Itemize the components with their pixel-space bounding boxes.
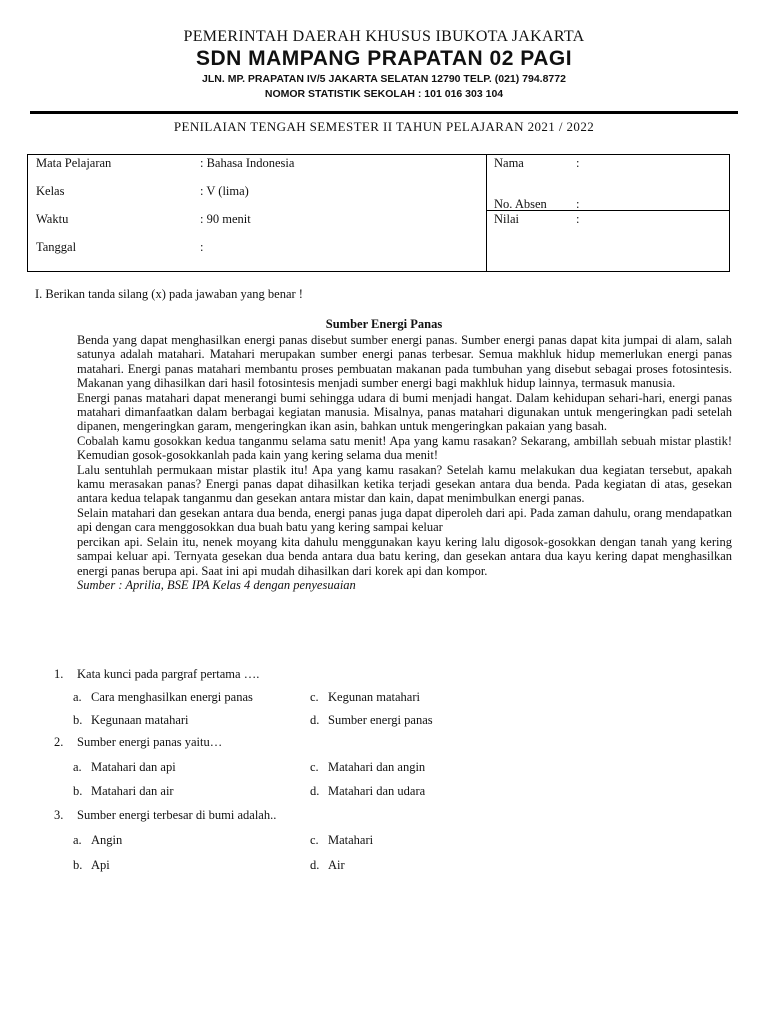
reading-paragraph: Energi panas matahari dapat menerangi bumi sehingga udara di bumi menjadi hangat. Dalam kehidupan sehari-hari, energi panas matahari dimanfaatkan dalam berbagai kegiatan manusia. Misalnya, panas matahari digunakan untuk mengeringkan padi setelah dipanen, mengeringkan garam, mengeringkan ikan asin, bahkan untuk mengeringkan pakaian yang basah. xyxy=(77,390,732,434)
name-label: Nama xyxy=(494,156,524,170)
score-value: : xyxy=(576,212,580,226)
option-text: Angin xyxy=(91,833,123,847)
question-number: 3. xyxy=(54,808,64,822)
government-name: PEMERINTAH DAERAH KHUSUS IBUKOTA JAKARTA xyxy=(183,28,585,45)
option-text: Kegunaan matahari xyxy=(91,713,189,727)
exam-title: PENILAIAN TENGAH SEMESTER II TAHUN PELAJARAN 2021 / 2022 xyxy=(173,119,595,134)
option-letter: d. xyxy=(310,858,320,872)
reading-paragraph: Selain matahari dan gesekan antara dua benda, energi panas juga dapat diperoleh dari api. Pada zaman dahulu, orang mendapatkan api dengan cara menggosokkan dua buah batu yang kering sampai keluar xyxy=(77,505,732,535)
option-text: Air xyxy=(328,858,345,872)
option-letter: c. xyxy=(310,833,319,847)
reading-title: Sumber Energi Panas xyxy=(325,317,443,331)
option-letter: c. xyxy=(310,690,319,704)
date-value: : xyxy=(200,240,204,254)
option-letter: b. xyxy=(73,784,83,798)
option-text: Matahari xyxy=(328,833,374,847)
option-letter: d. xyxy=(310,713,320,727)
reading-source: Sumber : Aprilia, BSE IPA Kelas 4 dengan penyesuaian xyxy=(77,577,356,592)
roll-number-value: : xyxy=(576,197,580,211)
question-text: Sumber energi panas yaitu… xyxy=(77,735,223,749)
option-letter: b. xyxy=(73,858,83,872)
score-label: Nilai xyxy=(494,212,519,226)
subject-value: : Bahasa Indonesia xyxy=(200,156,295,170)
option-letter: a. xyxy=(73,833,82,847)
class-value: : V (lima) xyxy=(200,184,249,198)
identity-box xyxy=(27,154,730,272)
name-value: : xyxy=(576,156,580,170)
roll-number-label: No. Absen xyxy=(494,197,547,211)
time-value: : 90 menit xyxy=(200,212,251,226)
time-label: Waktu xyxy=(36,212,69,226)
option-letter: b. xyxy=(73,713,83,727)
question-number: 1. xyxy=(54,667,64,681)
school-name: SDN MAMPANG PRAPATAN 02 PAGI xyxy=(195,47,573,70)
option-letter: d. xyxy=(310,784,320,798)
school-stat-number: NOMOR STATISTIK SEKOLAH : 101 016 303 104 xyxy=(264,88,504,100)
option-letter: a. xyxy=(73,690,82,704)
reading-paragraph: Lalu sentuhlah permukaan mistar plastik itu! Apa yang kamu rasakan? Setelah kamu melakukan dua kegiatan tersebut, apakah kamu merasakan panas? Energi panas dapat dihasilkan ketika terjadi gesekan antara dua benda. Pada kegiatan di atas, gesekan antara kedua telapak tanganmu dan gesekan antara mistar dan kain, dapat menimbulkan energi panas. xyxy=(77,462,732,506)
school-address: JLN. MP. PRAPATAN IV/5 JAKARTA SELATAN 12790 TELP. (021) 794.8772 xyxy=(202,73,566,85)
reading-paragraph: Benda yang dapat menghasilkan energi panas disebut sumber energi panas. Sumber energi panas dapat kita jumpai di alam, salah satunya adalah matahari. Matahari merupakan sumber energi panas terbesar. Semua makhluk hidup memerlukan energi panas matahari. Energi panas matahari membantu proses pembuatan makanan pada tumbuhan yang disebut sebagai proses fotosintesis. Makanan yang dihasilkan dari hasil fotosintesis menjadi sumber energi bagi makhluk hidup lainnya, termasuk manusia. xyxy=(77,333,732,391)
instruction: I. Berikan tanda silang (x) pada jawaban yang benar ! xyxy=(35,287,303,301)
letterhead-rule xyxy=(30,111,738,114)
class-label: Kelas xyxy=(36,184,65,198)
option-letter: c. xyxy=(310,760,319,774)
option-text: Sumber energi panas xyxy=(328,713,433,727)
option-text: Api xyxy=(91,858,110,872)
option-text: Matahari dan api xyxy=(91,760,176,774)
option-letter: a. xyxy=(73,760,82,774)
option-text: Cara menghasilkan energi panas xyxy=(91,690,253,704)
option-text: Matahari dan angin xyxy=(328,760,426,774)
option-text: Kegunan matahari xyxy=(328,690,420,704)
question-number: 2. xyxy=(54,735,64,749)
date-label: Tanggal xyxy=(36,240,77,254)
option-text: Matahari dan udara xyxy=(328,784,426,798)
option-text: Matahari dan air xyxy=(91,784,174,798)
question-text: Sumber energi terbesar di bumi adalah.. xyxy=(77,808,277,822)
reading-paragraph: percikan api. Selain itu, nenek moyang kita dahulu menggunakan kayu kering lalu digosok-gosokkan dengan tanah yang kering sampai keluar api. Ternyata gesekan dua benda antara dua batu kering, dan gesekan antara dua kayu kering dapat menghasilkan energi panas berupa api. Saat ini api mudah dihasilkan dari korek api dan kompor. xyxy=(77,534,732,578)
reading-passage xyxy=(77,333,732,592)
reading-paragraph: Cobalah kamu gosokkan kedua tanganmu selama satu menit! Apa yang kamu rasakan? Sekarang, ambillah sebuah mistar plastik! Kemudian gosok-gosokkanlah pada kain yang kering selama dua menit! xyxy=(77,433,732,463)
question-text: Kata kunci pada pargraf pertama …. xyxy=(77,667,260,681)
identity-box-divider xyxy=(486,155,487,271)
subject-label: Mata Pelajaran xyxy=(36,156,112,170)
